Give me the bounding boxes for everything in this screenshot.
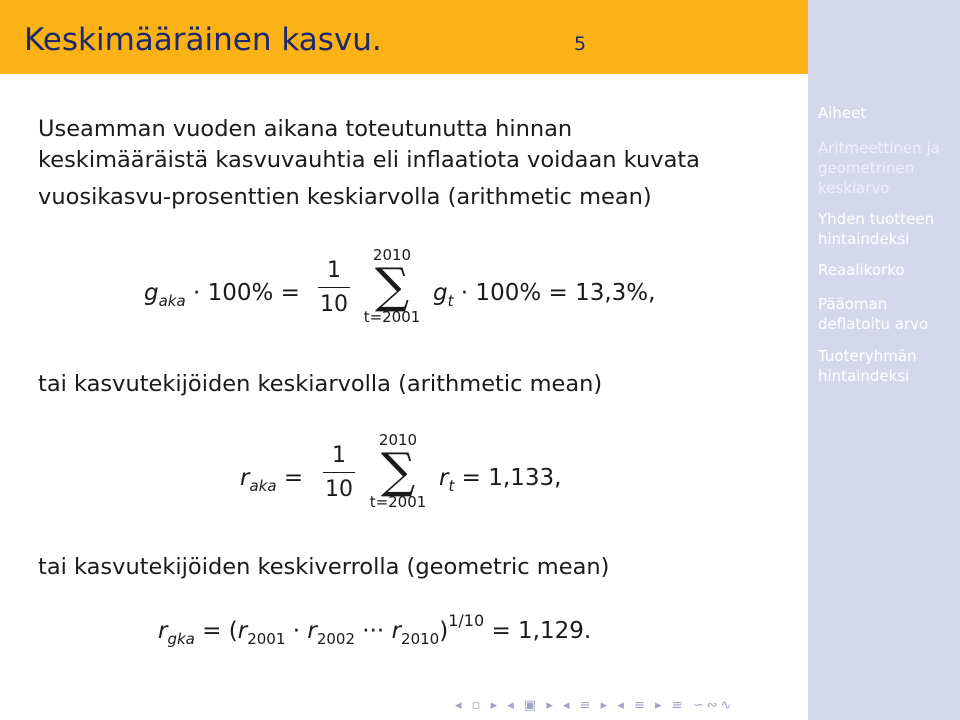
equation-geometric-mean: $r_{gka} = (r_{2001} \cdot r_{2002}$ ··· $r_{2010})^{1/10} = 1,129$. [158, 611, 592, 648]
page-number: 5 [574, 33, 587, 55]
intro-line-2: keskimääräistä kasvuvauhtia eli inflaatiota voidaan kuvata [38, 147, 700, 173]
sidebar-item-aiheet[interactable]: Aiheet [818, 104, 867, 122]
beamer-navigation-bar[interactable]: ◂ ▫ ▸ ◂ ▣ ▸ ◂ ≡ ▸ ◂ ≡ ▸ ≡ ∽∾∿ [455, 698, 735, 713]
frame-title-bar [0, 0, 808, 74]
sidebar-item-deflated-capital[interactable]: Pääoman deflatoitu arvo [818, 295, 929, 333]
sidebar-item-arithmetic-geometric-mean[interactable]: Aritmeettinen ja geometrinen keskiarvo [818, 139, 940, 197]
sidebar-item-real-interest[interactable]: Reaalikorko [818, 261, 905, 279]
frame-title: Keskimääräinen kasvu. [24, 22, 382, 58]
sidebar-item-single-product-index[interactable]: Yhden tuotteen hintaindeksi [818, 210, 934, 248]
sidebar-item-product-group-index[interactable]: Tuoteryhmän hintaindeksi [818, 347, 917, 385]
intro-line-3: vuosikasvu-prosenttien keskiarvolla (arithmetic mean) [38, 184, 652, 210]
paragraph-line-2: tai kasvutekijöiden keskiarvolla (arithmetic mean) [38, 371, 603, 397]
paragraph-line-3: tai kasvutekijöiden keskiverrolla (geometric mean) [38, 554, 610, 580]
intro-line-1: Useamman vuoden aikana toteutunutta hinnan [38, 116, 573, 142]
